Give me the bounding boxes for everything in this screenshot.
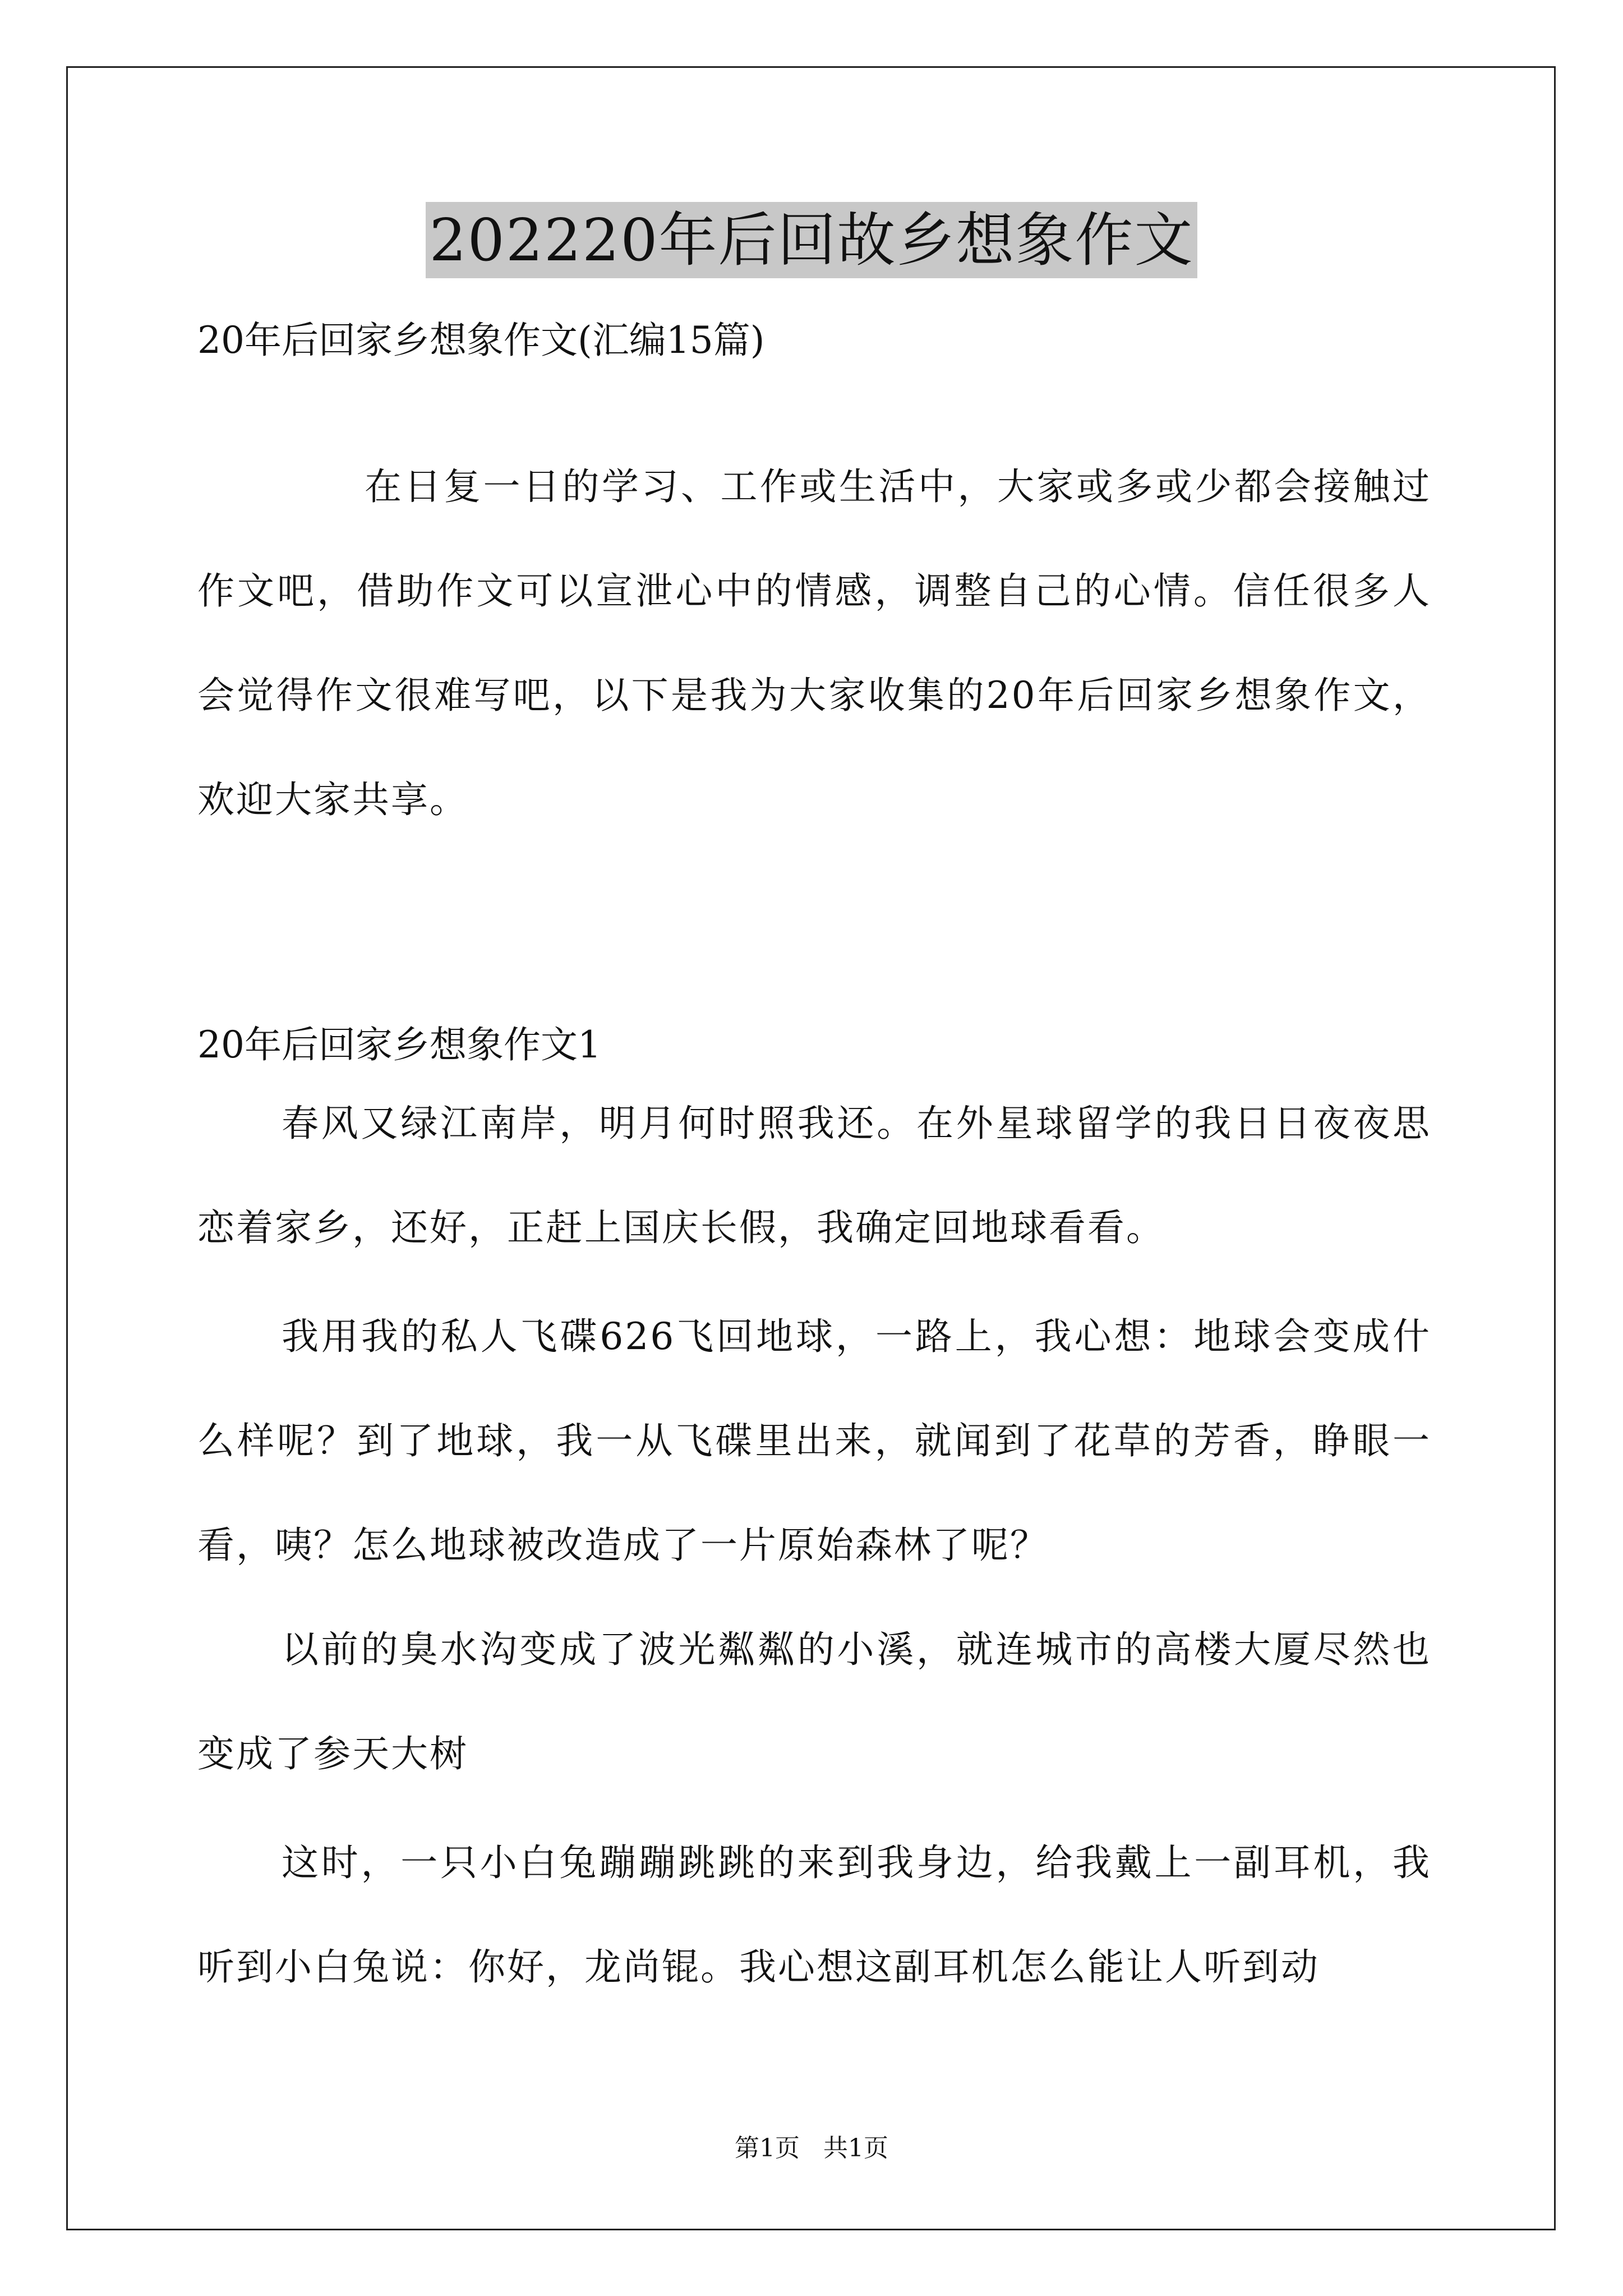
document-subtitle: 20年后回家乡想象作文(汇编15篇): [197, 319, 765, 362]
body-paragraph: 我用我的私人飞碟626飞回地球，一路上，我心想：地球会变成什么样呢？到了地球，我一从飞碟里出来，就闻到了花草的芳香，睁眼一看，咦？怎么地球被改造成了一片原始森林了呢？: [197, 1315, 1431, 1567]
document-title: [0, 202, 1623, 278]
section-heading: 20年后回家乡想象作文1: [197, 1023, 601, 1066]
intro-paragraph: 在日复一日的学习、工作或生活中，大家或多或少都会接触过作文吧，借助作文可以宣泄心中的情感，调整自己的心情。信任很多人会觉得作文很难写吧，以下是我为大家收集的20年后回家乡想象作文，欢迎大家共享。: [197, 465, 1431, 821]
document-title-text: 202220年后回故乡想象作文: [426, 202, 1197, 278]
body-paragraph: 这时，一只小白兔蹦蹦跳跳的来到我身边，给我戴上一副耳机，我听到小白兔说：你好，龙尚锟。我心想这副耳机怎么能让人听到动: [197, 1841, 1431, 1989]
body-paragraph: 以前的臭水沟变成了波光粼粼的小溪，就连城市的高楼大厦尽然也变成了参天大树: [197, 1628, 1431, 1775]
body-paragraph: 春风又绿江南岸，明月何时照我还。在外星球留学的我日日夜夜思恋着家乡，还好，正赶上国庆长假，我确定回地球看看。: [197, 1102, 1431, 1249]
page-footer: 第1页 共1页: [735, 2134, 888, 2162]
